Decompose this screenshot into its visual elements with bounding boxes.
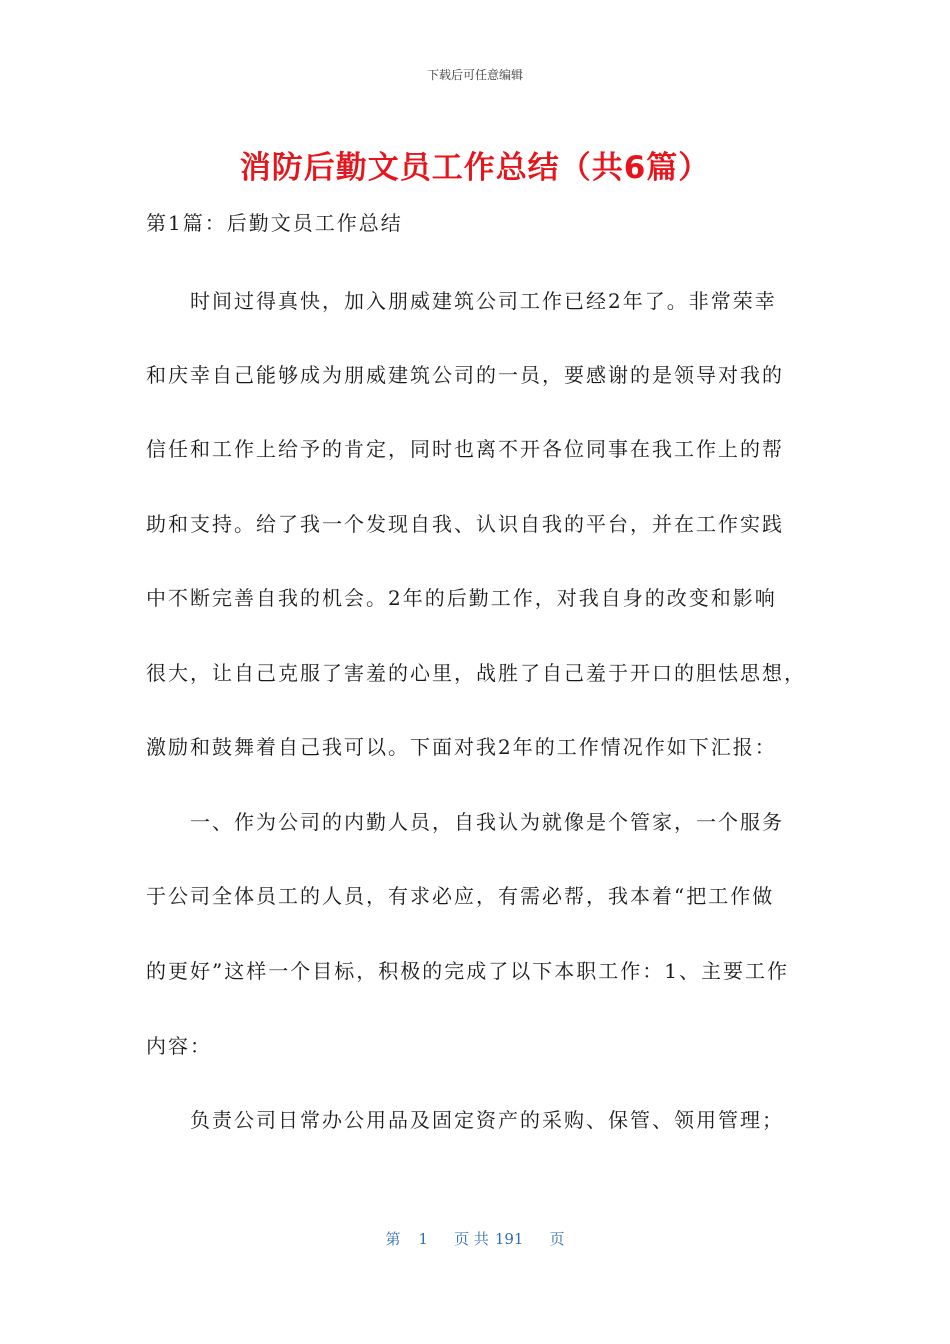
body-line: 信任和工作上给予的肯定，同时也离不开各位同事在我工作上的帮 (146, 437, 784, 461)
footer-suffix: 页 (549, 1230, 565, 1248)
body-line: 很大，让自己克服了害羞的心里，战胜了自己羞于开口的胆怯思想， (146, 661, 806, 685)
footer-prefix: 第 (385, 1230, 401, 1248)
section-heading: 第1篇：后勤文员工作总结 (146, 211, 403, 235)
footer-current-page: 1 (418, 1230, 429, 1248)
body-line: 内容： (146, 1034, 212, 1058)
footer-middle: 页 共 (454, 1230, 489, 1248)
footer-total-pages: 191 (494, 1230, 524, 1248)
header-note: 下载后可任意编辑 (426, 68, 523, 82)
body-line: 一、作为公司的内勤人员，自我认为就像是个管家，一个服务 (146, 810, 784, 834)
body-line: 中不断完善自我的机会。2年的后勤工作，对我自身的改变和影响 (146, 586, 777, 610)
document-title: 消防后勤文员工作总结（共6篇） (239, 150, 711, 186)
body-line: 于公司全体员工的人员，有求必应，有需必帮，我本着“把工作做 (146, 884, 775, 908)
body-line: 时间过得真快，加入朋威建筑公司工作已经2年了。非常荣幸 (146, 289, 777, 313)
body-line: 的更好”这样一个目标，积极的完成了以下本职工作：1、主要工作 (146, 959, 789, 983)
body-line: 和庆幸自己能够成为朋威建筑公司的一员，要感谢的是领导对我的 (146, 363, 784, 387)
body-line: 助和支持。给了我一个发现自我、认识自我的平台，并在工作实践 (146, 512, 784, 536)
body-line: 负责公司日常办公用品及固定资产的采购、保管、领用管理； (146, 1108, 784, 1132)
page-footer (0, 1228, 950, 1249)
body-line: 激励和鼓舞着自己我可以。下面对我2年的工作情况作如下汇报： (146, 735, 777, 759)
